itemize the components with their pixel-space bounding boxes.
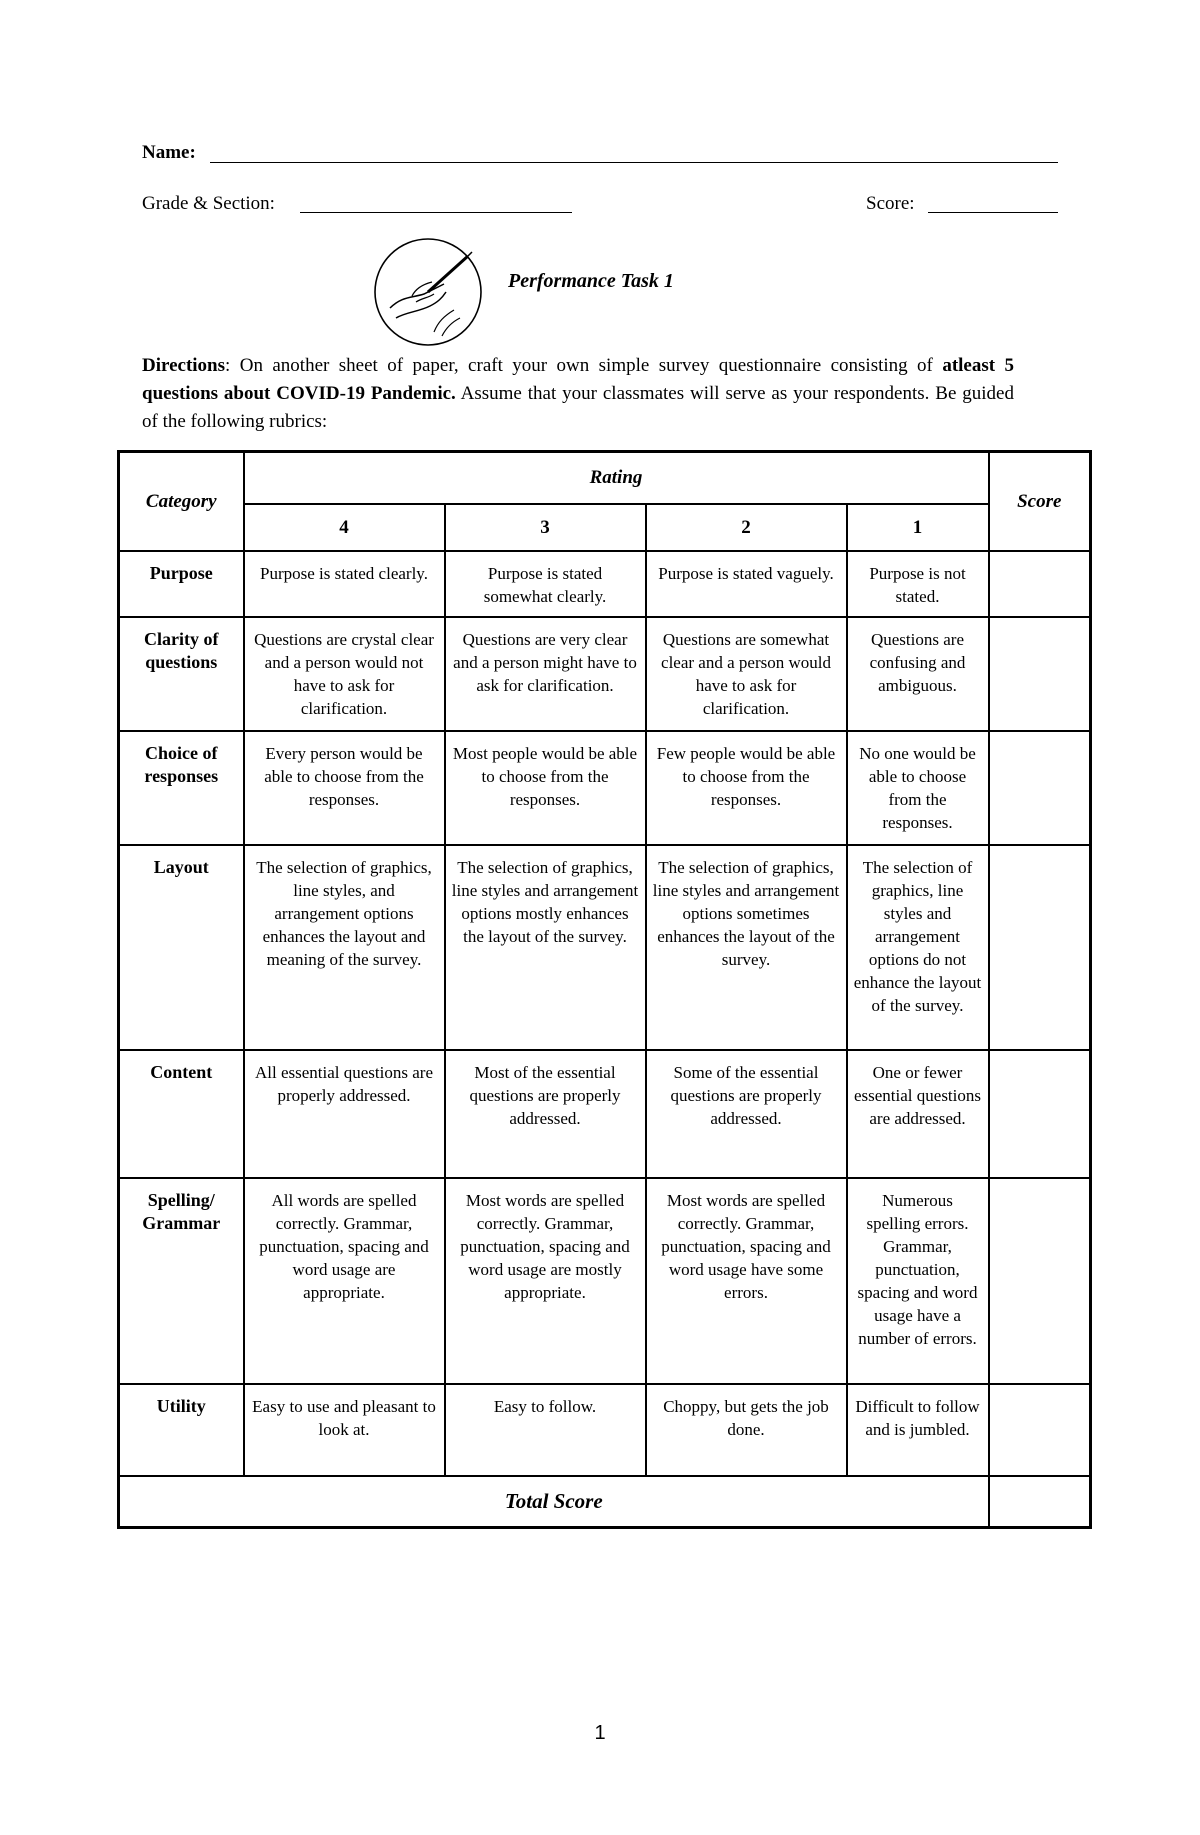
category-cell: Spelling/ Grammar — [119, 1178, 244, 1384]
grade-section-blank[interactable] — [300, 212, 572, 213]
criteria-cell: All words are spelled correctly. Grammar, punctuation, spacing and word usage are appropriate. — [244, 1178, 445, 1384]
criteria-cell: Easy to use and pleasant to look at. — [244, 1384, 445, 1476]
table-row — [119, 1178, 1091, 1384]
total-score-label: Total Score — [119, 1476, 989, 1528]
criteria-cell: No one would be able to choose from the responses. — [847, 731, 989, 845]
directions-label: Directions — [142, 355, 226, 376]
category-header: Category — [119, 452, 244, 551]
criteria-cell: Purpose is not stated. — [847, 551, 989, 617]
directions-text-1: : On another sheet of paper, craft your own simple survey questionnaire consisting of — [225, 355, 943, 376]
score-cell[interactable] — [989, 1384, 1091, 1476]
rubric-table — [117, 450, 1092, 1529]
name-label: Name: — [142, 142, 196, 163]
criteria-cell: Choppy, but gets the job done. — [646, 1384, 847, 1476]
criteria-cell: Difficult to follow and is jumbled. — [847, 1384, 989, 1476]
table-row — [119, 1050, 1091, 1178]
hand-writing-icon — [372, 236, 484, 348]
criteria-cell: Most of the essential questions are properly addressed. — [445, 1050, 646, 1178]
rating-header: Rating — [244, 452, 989, 504]
criteria-cell: Purpose is stated clearly. — [244, 551, 445, 617]
score-label: Score: — [866, 193, 915, 214]
score-cell[interactable] — [989, 551, 1091, 617]
task-title: Performance Task 1 — [508, 270, 674, 292]
rating-2: 2 — [646, 504, 847, 551]
criteria-cell: Most people would be able to choose from the responses. — [445, 731, 646, 845]
table-row — [119, 551, 1091, 617]
table-row — [119, 617, 1091, 731]
criteria-cell: Most words are spelled correctly. Grammar, punctuation, spacing and word usage have some errors. — [646, 1178, 847, 1384]
category-cell: Utility — [119, 1384, 244, 1476]
criteria-cell: Numerous spelling errors. Grammar, punctuation, spacing and word usage have a number of errors. — [847, 1178, 989, 1384]
criteria-cell: Questions are crystal clear and a person would not have to ask for clarification. — [244, 617, 445, 731]
rating-values-row — [119, 504, 1091, 551]
page-number: 1 — [594, 1722, 606, 1744]
category-cell: Clarity of questions — [119, 617, 244, 731]
rubric-header-row — [119, 452, 1091, 504]
table-row — [119, 1384, 1091, 1476]
score-header: Score — [989, 452, 1091, 551]
rating-3: 3 — [445, 504, 646, 551]
criteria-cell: Purpose is stated vaguely. — [646, 551, 847, 617]
criteria-cell: Purpose is stated somewhat clearly. — [445, 551, 646, 617]
rating-4: 4 — [244, 504, 445, 551]
criteria-cell: Questions are somewhat clear and a person would have to ask for clarification. — [646, 617, 847, 731]
score-blank[interactable] — [928, 212, 1058, 213]
table-row — [119, 845, 1091, 1050]
criteria-cell: Most words are spelled correctly. Grammar, punctuation, spacing and word usage are mostly appropriate. — [445, 1178, 646, 1384]
grade-section-label: Grade & Section: — [142, 193, 275, 214]
criteria-cell: Some of the essential questions are properly addressed. — [646, 1050, 847, 1178]
total-row — [119, 1476, 1091, 1528]
directions-paragraph — [142, 352, 1014, 436]
score-cell[interactable] — [989, 1178, 1091, 1384]
criteria-cell: The selection of graphics, line styles and arrangement options do not enhance the layout of the survey. — [847, 845, 989, 1050]
criteria-cell: Easy to follow. — [445, 1384, 646, 1476]
category-cell: Content — [119, 1050, 244, 1178]
score-cell[interactable] — [989, 845, 1091, 1050]
criteria-cell: Every person would be able to choose from the responses. — [244, 731, 445, 845]
name-blank[interactable] — [210, 162, 1058, 163]
category-cell: Purpose — [119, 551, 244, 617]
directions-emphasis: atleast 5 questions about COVID-19 Pandemic. — [142, 355, 1014, 404]
table-row — [119, 731, 1091, 845]
score-cell[interactable] — [989, 617, 1091, 731]
criteria-cell: All essential questions are properly addressed. — [244, 1050, 445, 1178]
criteria-cell: The selection of graphics, line styles, and arrangement options enhances the layout and meaning of the survey. — [244, 845, 445, 1050]
criteria-cell: One or fewer essential questions are addressed. — [847, 1050, 989, 1178]
criteria-cell: Few people would be able to choose from the responses. — [646, 731, 847, 845]
criteria-cell: The selection of graphics, line styles and arrangement options mostly enhances the layout of the survey. — [445, 845, 646, 1050]
rating-1: 1 — [847, 504, 989, 551]
criteria-cell: Questions are very clear and a person might have to ask for clarification. — [445, 617, 646, 731]
criteria-cell: Questions are confusing and ambiguous. — [847, 617, 989, 731]
directions-text-2: Assume that your classmates will serve as your respondents. Be guided of the following rubrics: — [142, 383, 1014, 432]
total-score-cell[interactable] — [989, 1476, 1091, 1528]
criteria-cell: The selection of graphics, line styles and arrangement options sometimes enhances the layout of the survey. — [646, 845, 847, 1050]
score-cell[interactable] — [989, 731, 1091, 845]
score-cell[interactable] — [989, 1050, 1091, 1178]
category-cell: Layout — [119, 845, 244, 1050]
category-cell: Choice of responses — [119, 731, 244, 845]
